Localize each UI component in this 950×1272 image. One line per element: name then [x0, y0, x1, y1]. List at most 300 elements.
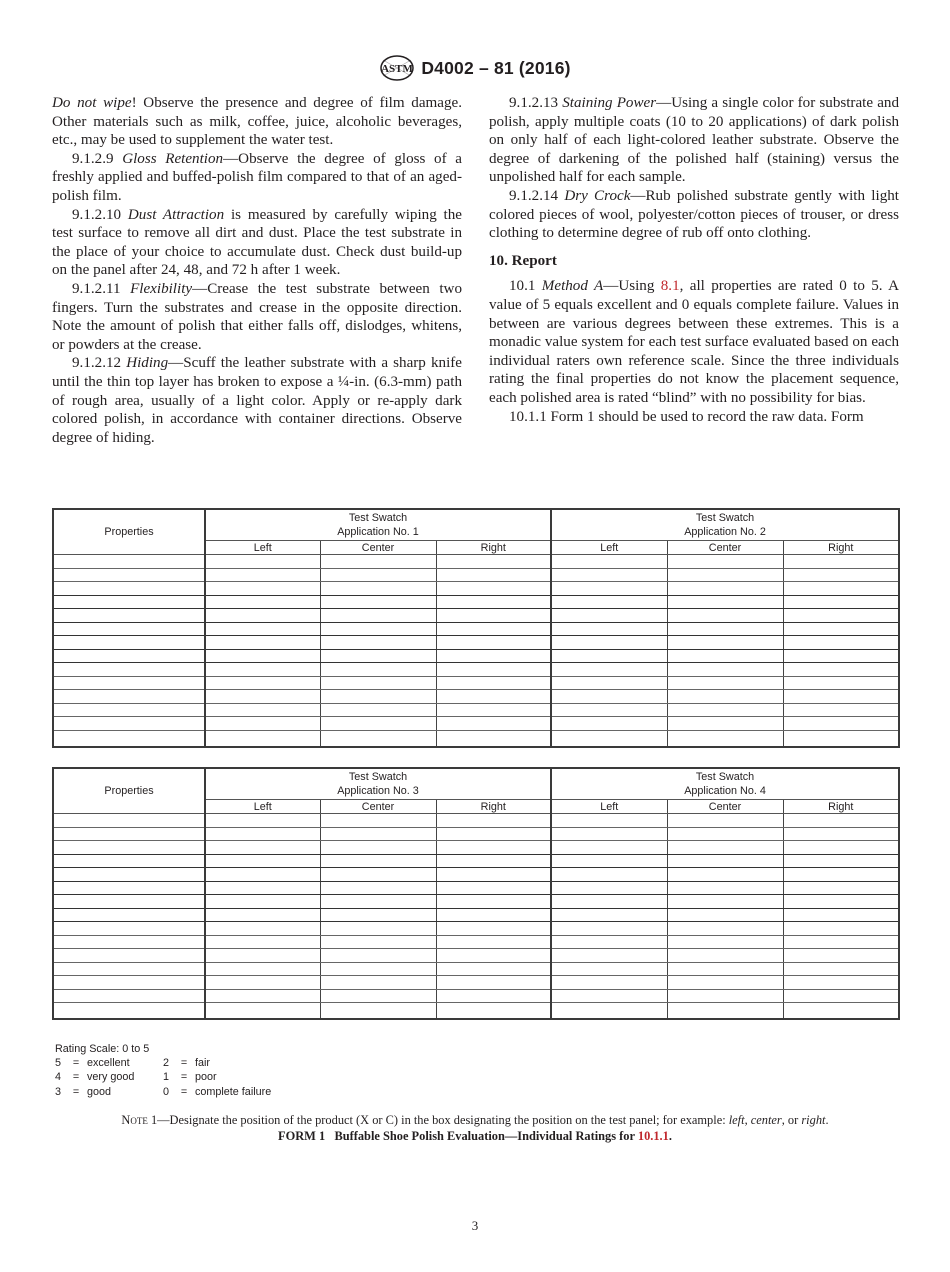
rating-cell[interactable] — [551, 595, 667, 609]
rating-cell[interactable] — [320, 730, 436, 747]
rating-label: fair — [195, 1057, 210, 1070]
rating-cell[interactable] — [667, 922, 783, 936]
rating-cell[interactable] — [320, 976, 436, 990]
rating-cell[interactable] — [320, 649, 436, 663]
rating-cell[interactable] — [436, 922, 551, 936]
right-text-column — [489, 94, 899, 426]
rating-cell[interactable] — [551, 703, 667, 717]
link-section-8-1[interactable]: 8.1 — [660, 278, 680, 295]
rating-cell[interactable] — [667, 827, 783, 841]
rating-cell[interactable] — [667, 976, 783, 990]
rating-cell[interactable] — [436, 908, 551, 922]
rating-cell[interactable] — [783, 595, 899, 609]
rating-cell[interactable] — [320, 622, 436, 636]
section-text: —Observe the degree of gloss of a freshly applied and buffed-polish film compared to that of an aged-polish film. — [52, 150, 462, 204]
form-caption — [0, 1129, 950, 1144]
property-cell[interactable] — [53, 690, 205, 704]
ratings-form-table-2 — [52, 767, 900, 1020]
rating-cell[interactable] — [436, 949, 551, 963]
rating-cell[interactable] — [436, 649, 551, 663]
rating-cell[interactable] — [205, 935, 320, 949]
rating-cell[interactable] — [783, 555, 899, 569]
rating-cell[interactable] — [551, 555, 667, 569]
table-row — [53, 1003, 899, 1020]
property-cell[interactable] — [53, 649, 205, 663]
property-cell[interactable] — [53, 935, 205, 949]
rating-cell[interactable] — [551, 717, 667, 731]
rating-cell[interactable] — [783, 881, 899, 895]
property-cell[interactable] — [53, 827, 205, 841]
rating-cell[interactable] — [667, 595, 783, 609]
rating-cell[interactable] — [551, 622, 667, 636]
rating-label: very good — [87, 1071, 135, 1084]
table-row — [53, 676, 899, 690]
property-cell[interactable] — [53, 989, 205, 1003]
emphasis-text: Do not wipe — [52, 95, 132, 111]
group-header-line2: Application No. 1 — [337, 525, 419, 538]
rating-cell[interactable] — [436, 622, 551, 636]
astm-logo-icon — [379, 54, 415, 82]
rating-cell[interactable] — [667, 555, 783, 569]
rating-cell[interactable] — [205, 703, 320, 717]
property-cell[interactable] — [53, 868, 205, 882]
rating-cell[interactable] — [320, 854, 436, 868]
rating-cell[interactable] — [320, 949, 436, 963]
link-section-10-1-1[interactable]: 10.1.1 — [637, 1129, 669, 1143]
rating-value: 5 — [55, 1057, 62, 1070]
property-cell[interactable] — [53, 609, 205, 623]
rating-cell[interactable] — [320, 935, 436, 949]
property-cell[interactable] — [53, 949, 205, 963]
rating-cell[interactable] — [436, 676, 551, 690]
rating-cell[interactable] — [205, 622, 320, 636]
rating-cell[interactable] — [320, 568, 436, 582]
table-row — [53, 582, 899, 596]
rating-cell[interactable] — [205, 895, 320, 909]
rating-cell[interactable] — [551, 609, 667, 623]
rating-cell[interactable] — [783, 827, 899, 841]
rating-scale-legend — [55, 1042, 271, 1099]
section-number: 9.1.2.13 — [509, 95, 559, 111]
rating-cell[interactable] — [783, 622, 899, 636]
property-cell[interactable] — [53, 908, 205, 922]
rating-cell[interactable] — [551, 1003, 667, 1020]
section-title: Dust Attraction — [127, 206, 225, 223]
rating-cell[interactable] — [320, 690, 436, 704]
col-header-left: Left — [205, 800, 320, 814]
rating-cell[interactable] — [436, 814, 551, 828]
table-row — [53, 841, 899, 855]
table-row — [53, 649, 899, 663]
rating-cell[interactable] — [783, 908, 899, 922]
property-cell[interactable] — [53, 703, 205, 717]
table-row — [53, 827, 899, 841]
rating-cell[interactable] — [436, 989, 551, 1003]
rating-cell[interactable] — [205, 949, 320, 963]
rating-cell[interactable] — [667, 814, 783, 828]
col-header-center: Center — [667, 541, 783, 555]
property-cell[interactable] — [53, 922, 205, 936]
rating-cell[interactable] — [667, 1003, 783, 1020]
rating-cell[interactable] — [783, 568, 899, 582]
rating-cell[interactable] — [551, 868, 667, 882]
rating-cell[interactable] — [551, 690, 667, 704]
section-number: 10.1 — [509, 278, 536, 295]
rating-cell[interactable] — [320, 1003, 436, 1020]
rating-cell[interactable] — [436, 868, 551, 882]
rating-cell[interactable] — [667, 690, 783, 704]
property-cell[interactable] — [53, 962, 205, 976]
rating-cell[interactable] — [551, 895, 667, 909]
rating-cell[interactable] — [783, 703, 899, 717]
rating-cell[interactable] — [783, 868, 899, 882]
rating-cell[interactable] — [205, 649, 320, 663]
section-text: —Scuff the leather substrate with a sharp knife until the thin top layer has broken to expose a ¼-in. (6.3-mm) path of rough area, usually of a light color. Apply or re-apply dark colored polish, in accordance with container directions. Observe degree of hiding. — [52, 355, 462, 446]
rating-cell[interactable] — [320, 908, 436, 922]
page-number: 3 — [471, 1218, 479, 1233]
section-text: —Using — [603, 278, 661, 295]
section-10-1 — [489, 277, 899, 407]
rating-label: complete failure — [195, 1085, 272, 1098]
rating-cell[interactable] — [783, 895, 899, 909]
document-designation: D4002 – 81 (2016) — [421, 57, 571, 78]
table-row — [53, 868, 899, 882]
rating-cell[interactable] — [205, 609, 320, 623]
group-header-application-4 — [551, 768, 899, 800]
col-header-center: Center — [320, 800, 436, 814]
table-row — [53, 989, 899, 1003]
rating-cell[interactable] — [667, 649, 783, 663]
property-cell[interactable] — [53, 663, 205, 677]
document-header — [0, 54, 950, 82]
table-row — [53, 949, 899, 963]
rating-cell[interactable] — [436, 730, 551, 747]
rating-value: 2 — [163, 1057, 170, 1070]
rating-cell[interactable] — [320, 841, 436, 855]
section-heading-report: 10. Report — [489, 252, 557, 269]
rating-cell[interactable] — [783, 636, 899, 650]
table-row — [53, 690, 899, 704]
rating-cell[interactable] — [667, 895, 783, 909]
rating-cell[interactable] — [436, 609, 551, 623]
rating-cell[interactable] — [551, 730, 667, 747]
rating-cell[interactable] — [436, 1003, 551, 1020]
group-header-application-1 — [205, 509, 551, 541]
rating-cell[interactable] — [783, 989, 899, 1003]
section-number: 9.1.2.9 — [72, 150, 114, 167]
equals-sign: = — [180, 1085, 188, 1098]
legend-row — [55, 1085, 271, 1099]
rating-label: poor — [195, 1071, 217, 1084]
rating-cell[interactable] — [436, 881, 551, 895]
section-title: Hiding — [126, 355, 169, 372]
rating-cell[interactable] — [551, 922, 667, 936]
group-header-application-2 — [551, 509, 899, 541]
rating-cell[interactable] — [783, 949, 899, 963]
rating-cell[interactable] — [436, 663, 551, 677]
rating-cell[interactable] — [205, 854, 320, 868]
rating-cell[interactable] — [320, 636, 436, 650]
rating-cell[interactable] — [551, 568, 667, 582]
rating-cell[interactable] — [205, 717, 320, 731]
rating-cell[interactable] — [551, 908, 667, 922]
col-header-left: Left — [205, 541, 320, 555]
rating-cell[interactable] — [205, 568, 320, 582]
note-example: center — [750, 1113, 782, 1127]
rating-cell[interactable] — [551, 976, 667, 990]
rating-cell[interactable] — [667, 582, 783, 596]
rating-cell[interactable] — [667, 636, 783, 650]
note-label: Note 1 — [121, 1113, 158, 1127]
rating-cell[interactable] — [783, 582, 899, 596]
rating-cell[interactable] — [205, 922, 320, 936]
rating-cell[interactable] — [205, 908, 320, 922]
rating-cell[interactable] — [205, 989, 320, 1003]
rating-cell[interactable] — [320, 582, 436, 596]
rating-cell[interactable] — [320, 868, 436, 882]
group-header-line1: Test Swatch — [348, 771, 408, 783]
rating-cell[interactable] — [205, 690, 320, 704]
rating-cell[interactable] — [436, 636, 551, 650]
rating-cell[interactable] — [783, 841, 899, 855]
rating-cell[interactable] — [205, 595, 320, 609]
equals-sign: = — [72, 1085, 80, 1098]
table-row — [53, 881, 899, 895]
property-cell[interactable] — [53, 555, 205, 569]
rating-cell[interactable] — [667, 609, 783, 623]
property-cell[interactable] — [53, 895, 205, 909]
section-9-1-2-12 — [52, 354, 462, 447]
rating-cell[interactable] — [320, 989, 436, 1003]
note-separator: , — [744, 1113, 751, 1127]
rating-cell[interactable] — [667, 568, 783, 582]
rating-cell[interactable] — [205, 636, 320, 650]
rating-cell[interactable] — [436, 568, 551, 582]
section-text: —Crease the test substrate between two fingers. Turn the substrates and crease in the opposite direction. Note the amount of polish that either falls off, dislodges, whitens, or powders at the crease. — [52, 280, 462, 353]
rating-cell[interactable] — [551, 989, 667, 1003]
rating-cell[interactable] — [667, 730, 783, 747]
rating-cell[interactable] — [783, 976, 899, 990]
section-title: Method A — [541, 278, 604, 295]
rating-cell[interactable] — [667, 868, 783, 882]
table-row — [53, 717, 899, 731]
properties-header: Properties — [53, 509, 205, 555]
rating-cell[interactable] — [320, 676, 436, 690]
rating-cell[interactable] — [551, 663, 667, 677]
rating-cell[interactable] — [667, 841, 783, 855]
property-cell[interactable] — [53, 1003, 205, 1020]
group-header-line2: Application No. 4 — [684, 784, 766, 797]
property-cell[interactable] — [53, 730, 205, 747]
rating-cell[interactable] — [551, 962, 667, 976]
note-end: . — [825, 1113, 829, 1127]
rating-cell[interactable] — [551, 582, 667, 596]
rating-cell[interactable] — [783, 690, 899, 704]
rating-cell[interactable] — [205, 962, 320, 976]
rating-cell[interactable] — [783, 1003, 899, 1020]
rating-cell[interactable] — [320, 609, 436, 623]
property-cell[interactable] — [53, 841, 205, 855]
section-title: Flexibility — [130, 280, 193, 297]
rating-cell[interactable] — [436, 962, 551, 976]
rating-cell[interactable] — [205, 841, 320, 855]
col-header-right: Right — [436, 541, 551, 555]
table-row — [53, 908, 899, 922]
paragraph-water-test — [52, 94, 462, 150]
paragraph-text: ! Observe the presence and degree of film damage. Other materials such as milk, coffee, juice, alcoholic beverages, etc., may be used to supplement the water test. — [52, 95, 462, 149]
property-cell[interactable] — [53, 717, 205, 731]
section-number: 9.1.2.10 — [72, 206, 122, 223]
rating-cell[interactable] — [320, 717, 436, 731]
group-header-application-3 — [205, 768, 551, 800]
rating-cell[interactable] — [320, 555, 436, 569]
rating-cell[interactable] — [783, 814, 899, 828]
rating-cell[interactable] — [205, 881, 320, 895]
rating-cell[interactable] — [783, 922, 899, 936]
rating-cell[interactable] — [667, 717, 783, 731]
table-row — [53, 636, 899, 650]
note-example: left — [728, 1113, 745, 1127]
rating-cell[interactable] — [436, 827, 551, 841]
rating-cell[interactable] — [205, 976, 320, 990]
rating-cell[interactable] — [320, 595, 436, 609]
property-cell[interactable] — [53, 568, 205, 582]
rating-cell[interactable] — [551, 881, 667, 895]
rating-cell[interactable] — [783, 609, 899, 623]
rating-cell[interactable] — [551, 854, 667, 868]
group-header-line2: Application No. 3 — [337, 784, 419, 797]
table-row — [53, 622, 899, 636]
rating-cell[interactable] — [436, 895, 551, 909]
rating-cell[interactable] — [551, 827, 667, 841]
rating-cell[interactable] — [783, 935, 899, 949]
rating-cell[interactable] — [205, 555, 320, 569]
property-cell[interactable] — [53, 636, 205, 650]
section-text: , all properties are rated 0 to 5. A value of 5 equals excellent and 0 equals complete failure. Values in between are various degrees between these extremes. This is a monadic value system for each test surface evaluated based on each individual raters own reference scale. Since the three individuals rating the final properties do not know the placement sequence, each polished area is rated “blind” with no possibility for bias. — [489, 278, 900, 406]
property-cell[interactable] — [53, 622, 205, 636]
rating-cell[interactable] — [551, 636, 667, 650]
rating-cell[interactable] — [436, 854, 551, 868]
ratings-form-table-1 — [52, 508, 900, 748]
rating-cell[interactable] — [783, 854, 899, 868]
rating-cell[interactable] — [436, 555, 551, 569]
rating-cell[interactable] — [667, 881, 783, 895]
section-number: 10.1.1 — [509, 408, 547, 425]
property-cell[interactable] — [53, 676, 205, 690]
note-example: right — [801, 1113, 826, 1127]
rating-cell[interactable] — [320, 881, 436, 895]
section-text: —Using a single color for substrate and polish, apply multiple coats (10 to 20 applications) of dark polish on only half of each light-colored leather substrate. Observe the degree of darkening of the polished half (staining) versus the unpolished half for each sample. — [489, 95, 900, 186]
rating-cell[interactable] — [436, 690, 551, 704]
rating-cell[interactable] — [205, 676, 320, 690]
group-header-line1: Test Swatch — [695, 771, 755, 783]
rating-value: 0 — [163, 1085, 170, 1098]
rating-cell[interactable] — [205, 582, 320, 596]
section-title: Staining Power — [562, 95, 657, 111]
property-cell[interactable] — [53, 854, 205, 868]
rating-cell[interactable] — [667, 989, 783, 1003]
rating-cell[interactable] — [320, 814, 436, 828]
rating-cell[interactable] — [205, 827, 320, 841]
rating-cell[interactable] — [667, 676, 783, 690]
rating-cell[interactable] — [436, 582, 551, 596]
properties-header: Properties — [53, 768, 205, 814]
rating-cell[interactable] — [320, 703, 436, 717]
svg-text:ASTM: ASTM — [381, 63, 414, 75]
table-row — [53, 595, 899, 609]
table-row — [53, 663, 899, 677]
property-cell[interactable] — [53, 595, 205, 609]
property-cell[interactable] — [53, 976, 205, 990]
rating-cell[interactable] — [783, 730, 899, 747]
table-row — [53, 854, 899, 868]
rating-cell[interactable] — [783, 649, 899, 663]
rating-cell[interactable] — [551, 649, 667, 663]
rating-cell[interactable] — [320, 895, 436, 909]
equals-sign: = — [180, 1057, 188, 1070]
rating-cell[interactable] — [320, 962, 436, 976]
rating-cell[interactable] — [667, 622, 783, 636]
rating-cell[interactable] — [551, 841, 667, 855]
rating-cell[interactable] — [205, 730, 320, 747]
rating-cell[interactable] — [667, 663, 783, 677]
rating-value: 3 — [55, 1085, 62, 1098]
rating-cell[interactable] — [205, 663, 320, 677]
property-cell[interactable] — [53, 582, 205, 596]
rating-cell[interactable] — [205, 1003, 320, 1020]
rating-cell[interactable] — [783, 962, 899, 976]
rating-cell[interactable] — [667, 935, 783, 949]
rating-cell[interactable] — [667, 908, 783, 922]
table-row — [53, 922, 899, 936]
group-header-line1: Test Swatch — [695, 512, 755, 524]
rating-cell[interactable] — [551, 935, 667, 949]
table-row — [53, 609, 899, 623]
rating-cell[interactable] — [205, 814, 320, 828]
rating-cell[interactable] — [783, 717, 899, 731]
rating-cell[interactable] — [551, 676, 667, 690]
rating-cell[interactable] — [667, 949, 783, 963]
rating-cell[interactable] — [551, 949, 667, 963]
rating-cell[interactable] — [320, 827, 436, 841]
table-row — [53, 703, 899, 717]
rating-cell[interactable] — [436, 717, 551, 731]
rating-cell[interactable] — [783, 676, 899, 690]
group-header-line2: Application No. 2 — [684, 525, 766, 538]
rating-cell[interactable] — [667, 703, 783, 717]
rating-cell[interactable] — [320, 663, 436, 677]
rating-cell[interactable] — [436, 841, 551, 855]
section-9-1-2-10 — [52, 206, 462, 280]
col-header-left: Left — [551, 800, 667, 814]
rating-cell[interactable] — [667, 962, 783, 976]
rating-cell[interactable] — [436, 935, 551, 949]
property-cell[interactable] — [53, 814, 205, 828]
rating-cell[interactable] — [205, 868, 320, 882]
rating-cell[interactable] — [551, 814, 667, 828]
rating-cell[interactable] — [667, 854, 783, 868]
property-cell[interactable] — [53, 881, 205, 895]
rating-cell[interactable] — [783, 663, 899, 677]
table-row — [53, 730, 899, 747]
section-text: is measured by carefully wiping the test surface to remove all dirt and dust. Place the test substrate in the place of your choice to accumulate dust. Check dust build-up on the panel after 24, 48, and 72 h after 1 week. — [52, 206, 462, 279]
rating-cell[interactable] — [320, 922, 436, 936]
section-9-1-2-11 — [52, 280, 462, 354]
rating-cell[interactable] — [436, 595, 551, 609]
rating-cell[interactable] — [436, 976, 551, 990]
table-row — [53, 555, 899, 569]
rating-cell[interactable] — [436, 703, 551, 717]
